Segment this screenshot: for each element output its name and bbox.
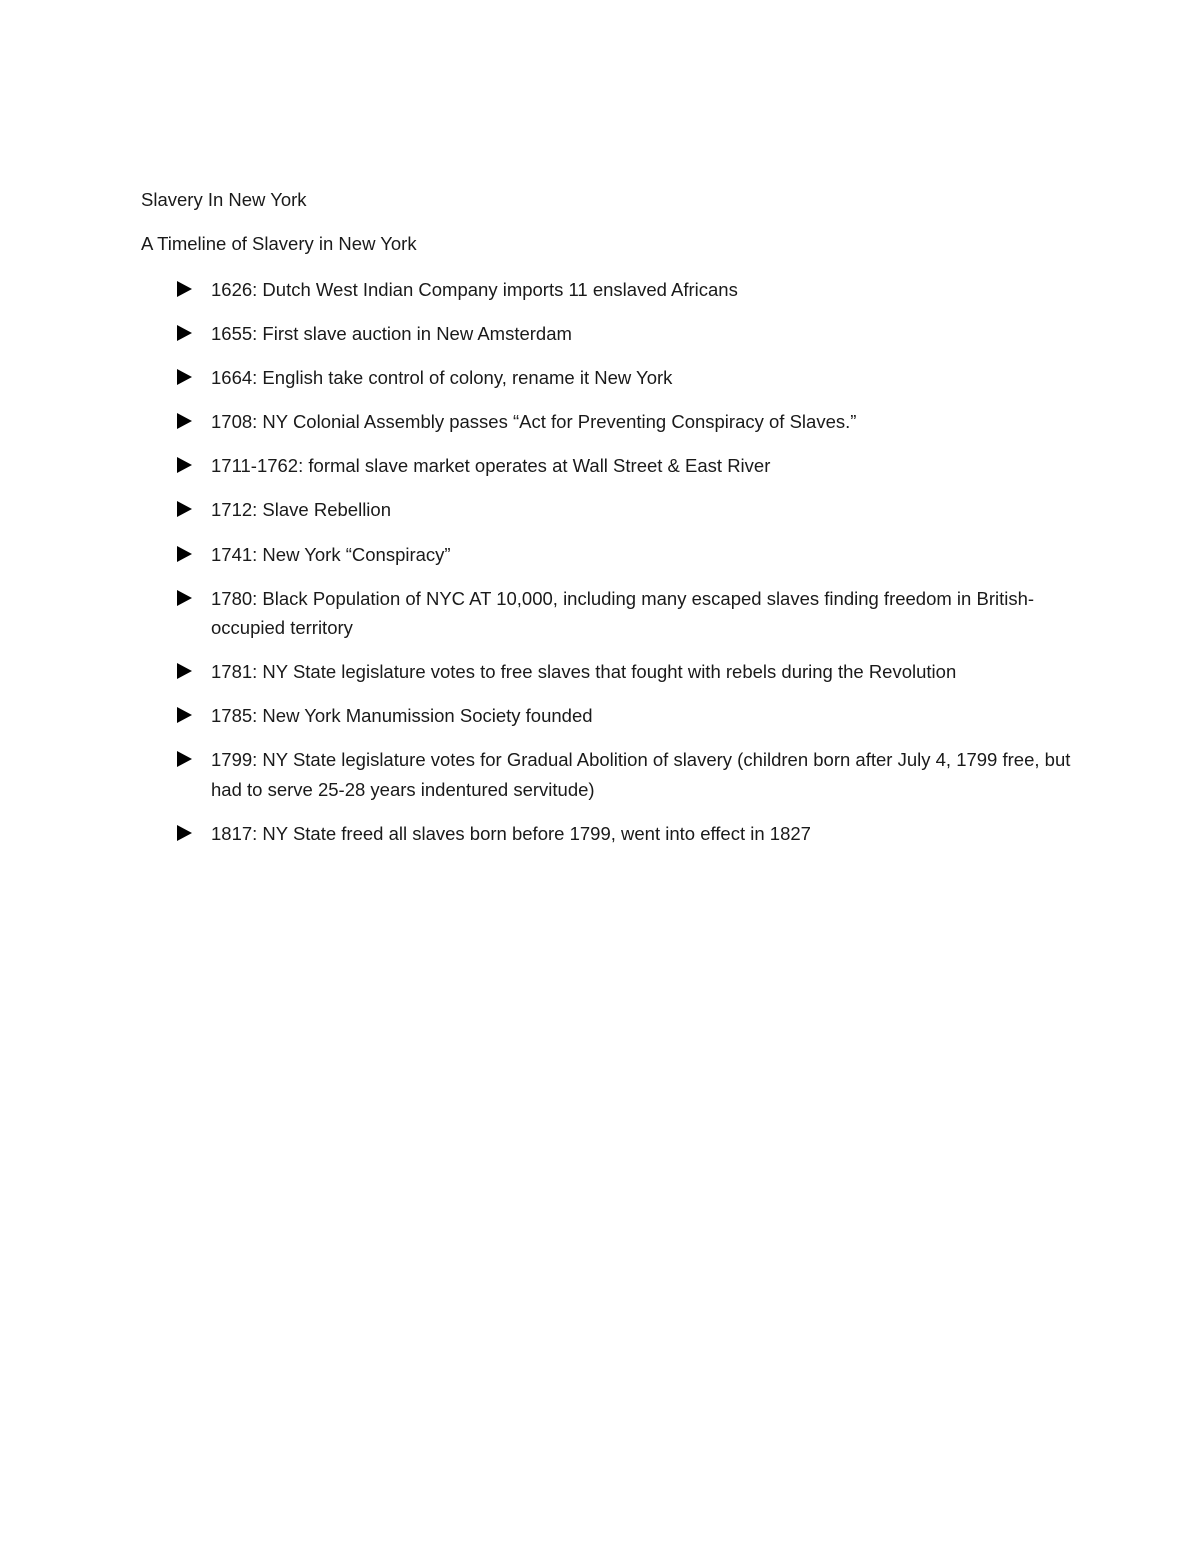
timeline-text: New York Manumission Society founded (257, 705, 593, 727)
timeline-text: formal slave market operates at Wall Street & East River (303, 455, 771, 477)
timeline-year: 1655: (211, 323, 258, 345)
timeline-text: New York “Conspiracy” (257, 543, 451, 565)
timeline-text: Slave Rebellion (257, 499, 391, 521)
timeline-item (175, 363, 1075, 393)
timeline-year: 1712: (211, 499, 258, 521)
timeline-text: English take control of colony, rename it New York (257, 367, 673, 389)
timeline-item (175, 451, 1075, 481)
right-arrow-icon (177, 663, 192, 679)
timeline-item (175, 819, 1075, 849)
right-arrow-icon (177, 751, 192, 767)
timeline-list (175, 275, 1075, 863)
document-subtitle: A Timeline of Slavery in New York (141, 233, 417, 254)
timeline-text: NY State legislature votes to free slaves that fought with rebels during the Revolution (257, 661, 957, 683)
right-arrow-icon (177, 457, 192, 473)
right-arrow-icon (177, 825, 192, 841)
timeline-year: 1781: (211, 661, 258, 683)
right-arrow-icon (177, 707, 192, 723)
timeline-year: 1799: (211, 749, 258, 771)
document-title: Slavery In New York (141, 189, 307, 210)
timeline-item (175, 745, 1075, 804)
timeline-item (175, 584, 1075, 643)
timeline-year: 1817: (211, 823, 258, 845)
timeline-text: NY State legislature votes for Gradual Abolition of slavery (children born after July 4, 1799 free, but had to serve 25-28 years indentured servitude) (211, 749, 1071, 800)
right-arrow-icon (177, 281, 192, 297)
timeline-text: First slave auction in New Amsterdam (257, 323, 572, 345)
timeline-item (175, 701, 1075, 731)
timeline-item (175, 540, 1075, 570)
timeline-year: 1711-1762: (211, 455, 304, 477)
timeline-item (175, 407, 1075, 437)
timeline-text: NY Colonial Assembly passes “Act for Preventing Conspiracy of Slaves.” (257, 411, 857, 433)
timeline-text: NY State freed all slaves born before 1799, went into effect in 1827 (257, 823, 811, 845)
timeline-text: Black Population of NYC AT 10,000, including many escaped slaves finding freedom in British-occupied territory (211, 587, 1035, 639)
timeline-item (175, 657, 1075, 687)
timeline-year: 1626: (211, 279, 258, 300)
right-arrow-icon (177, 501, 192, 517)
right-arrow-icon (177, 325, 192, 341)
timeline-year: 1741: (211, 543, 258, 565)
timeline-item (175, 319, 1075, 349)
timeline-item (175, 495, 1075, 525)
timeline-year: 1664: (211, 367, 258, 389)
right-arrow-icon (177, 546, 192, 562)
right-arrow-icon (177, 590, 192, 606)
right-arrow-icon (177, 369, 192, 385)
timeline-year: 1785: (211, 705, 258, 727)
timeline-year: 1780: (211, 587, 258, 609)
right-arrow-icon (177, 413, 192, 429)
timeline-item (175, 275, 1075, 305)
timeline-year: 1708: (211, 411, 258, 433)
timeline-text: Dutch West Indian Company imports 11 enslaved Africans (257, 279, 738, 300)
